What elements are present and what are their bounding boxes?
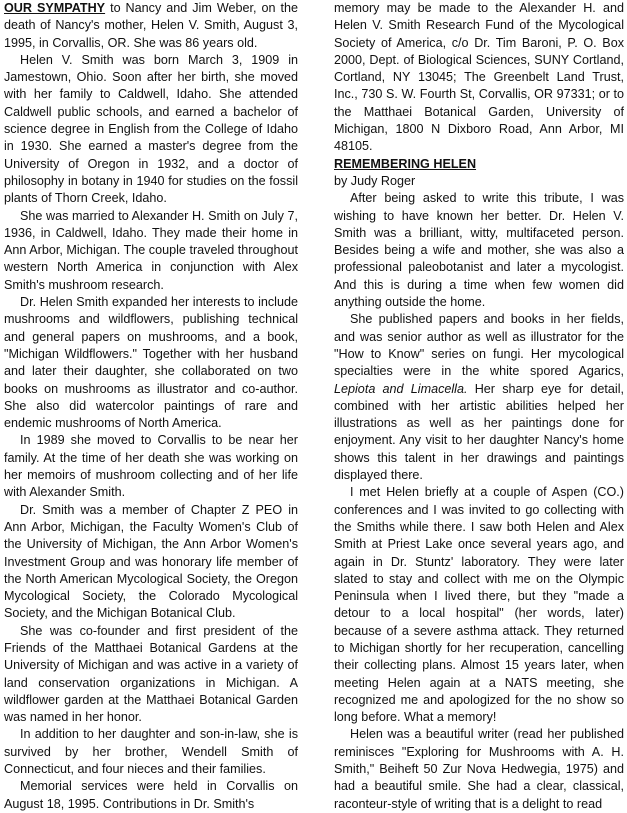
tribute-paragraph: Helen was a beautiful writer (read her published reminisces "Exploring for Mushrooms with A. H. Smith," Beiheft 50 Zur Nova Hedwegia, 1975) and had a beautiful smile. She had a clear, classical, raconteur-style of writing that is a delight to read xyxy=(334,727,624,811)
tribute-paragraph: I met Helen briefly at a couple of Aspen (CO.) conferences and I was invited to go collecting with the Smiths while there. I saw both Helen and Alex Smith at Priest Lake once several years ago, and again in Dr. Stuntz' laboratory. They were later slated to stay and collect with me on the Olympic Peninsula when I lived there, but they "made a detour to a local hospital" (her words, later) because of a severe asthma attack. They returned to Michigan shortly for her recuperation, cancelling their collecting plans. Almost 15 years later, when meeting Helen again at a NATS meeting, she recognized me and apologized for the no show so long before. What a memory! xyxy=(334,485,624,725)
obituary-paragraph: She was co-founder and first president of the Friends of the Matthaei Botanical Gardens at the University of Michigan and was active in a variety of land conservation organizations in Michigan. A wildflower garden at the Matthaei Botanical Garden was named in her honor. xyxy=(4,623,298,725)
sympathy-heading: OUR SYMPATHY xyxy=(4,1,106,15)
obituary-paragraph: Dr. Smith was a member of Chapter Z PEO in Ann Arbor, Michigan, the Faculty Women's Club of the University of Michigan, the Ann Arbor Women's Investment Group and was honorary life member of the North American Mycological Society, the Oregon Mycological Society, the Colorado Mycological Society, and the Michigan Botanical Club. xyxy=(4,502,298,621)
left-column xyxy=(4,0,298,813)
obituary-paragraph: Dr. Helen Smith expanded her interests to include mushrooms and wildflowers, publishing technical and general papers on mushrooms, and a book, "Michigan Wildflowers." Together with her husband and later their daughter, she collaborated on two books on mushrooms as illustrator and co-author. She also did watercolor paintings of rare and endemic mushrooms of North America. xyxy=(4,295,298,431)
sympathy-text: to Nancy and Jim Weber, on the death of Nancy's mother, Helen V. Smith, August 3, 1995, in Corvallis, OR. She was 86 years old. xyxy=(4,1,298,50)
byline: by Judy Roger xyxy=(334,173,416,188)
tribute-paragraph xyxy=(334,311,624,484)
obituary-paragraph: In addition to her daughter and son-in-law, she is survived by her brother, Wendell Smith of Connecticut, and four nieces and their families. xyxy=(4,727,298,777)
genus-names: Lepiota and Limacella. xyxy=(334,381,468,396)
right-column xyxy=(334,0,624,813)
obituary-paragraph: Memorial services were held in Corvallis on August 18, 1995. Contributions in Dr. Smith's xyxy=(4,779,298,811)
tribute-text: She published papers and books in her fields, and was senior author as well as illustrator for the "How to Know" series on fungi. Her mycological specialties were in the white spored Agarics, xyxy=(334,312,624,379)
section-heading: REMEMBERING HELEN xyxy=(334,156,477,171)
tribute-text: Her sharp eye for detail, combined with her artistic abilities helped her illustrations as well as her paintings done for enjoyment. Any visit to her daughter Nancy's home shows this talent in her drawings and paintings displayed there. xyxy=(334,381,624,483)
tribute-paragraph: After being asked to write this tribute, I was wishing to have known her better. Dr. Helen V. Smith was a brilliant, witty, multifaceted person. Besides being a wife and mother, she was also a professional paleobotanist and later a mycologist. And this is during a time when few women did anything outside the home. xyxy=(334,191,624,310)
obituary-paragraph: Helen V. Smith was born March 3, 1909 in Jamestown, Ohio. Soon after her birth, she moved with her family to Caldwell, Idaho. She attended Caldwell public schools, and earned a bachelor of science degree in English from the College of Idaho in 1930. She earned a master's degree from the University of Oregon in 1932, and a doctor of philosophy in botany in 1940 for studies on the fossil plants of Thorn Creek, Idaho. xyxy=(4,52,298,206)
obituary-paragraph: She was married to Alexander H. Smith on July 7, 1936, in Caldwell, Idaho. They made their home in Ann Arbor, Michigan. The couple traveled throughout western North America in conjunction with Alex Smith's mushroom research. xyxy=(4,208,298,292)
obituary-paragraph: In 1989 she moved to Corvallis to be near her family. At the time of her death she was working on her memoirs of mushroom collecting and of her life with Alexander Smith. xyxy=(4,433,298,500)
sympathy-paragraph xyxy=(4,0,298,52)
memorial-continued: memory may be made to the Alexander H. and Helen V. Smith Research Fund of the Mycological Society of America, c/o Dr. Tim Baroni, P. O. Box 2000, Dept. of Biological Sciences, SUNY Cortland, Cortland, NY 13045; The Greenbelt Land Trust, Inc., 730 S. W. Fourth St, Corvallis, OR 97331; or to the Matthaei Botanical Garden, University of Michigan, 1800 N Dixboro Road, Ann Arbor, MI 48105. xyxy=(334,1,624,154)
